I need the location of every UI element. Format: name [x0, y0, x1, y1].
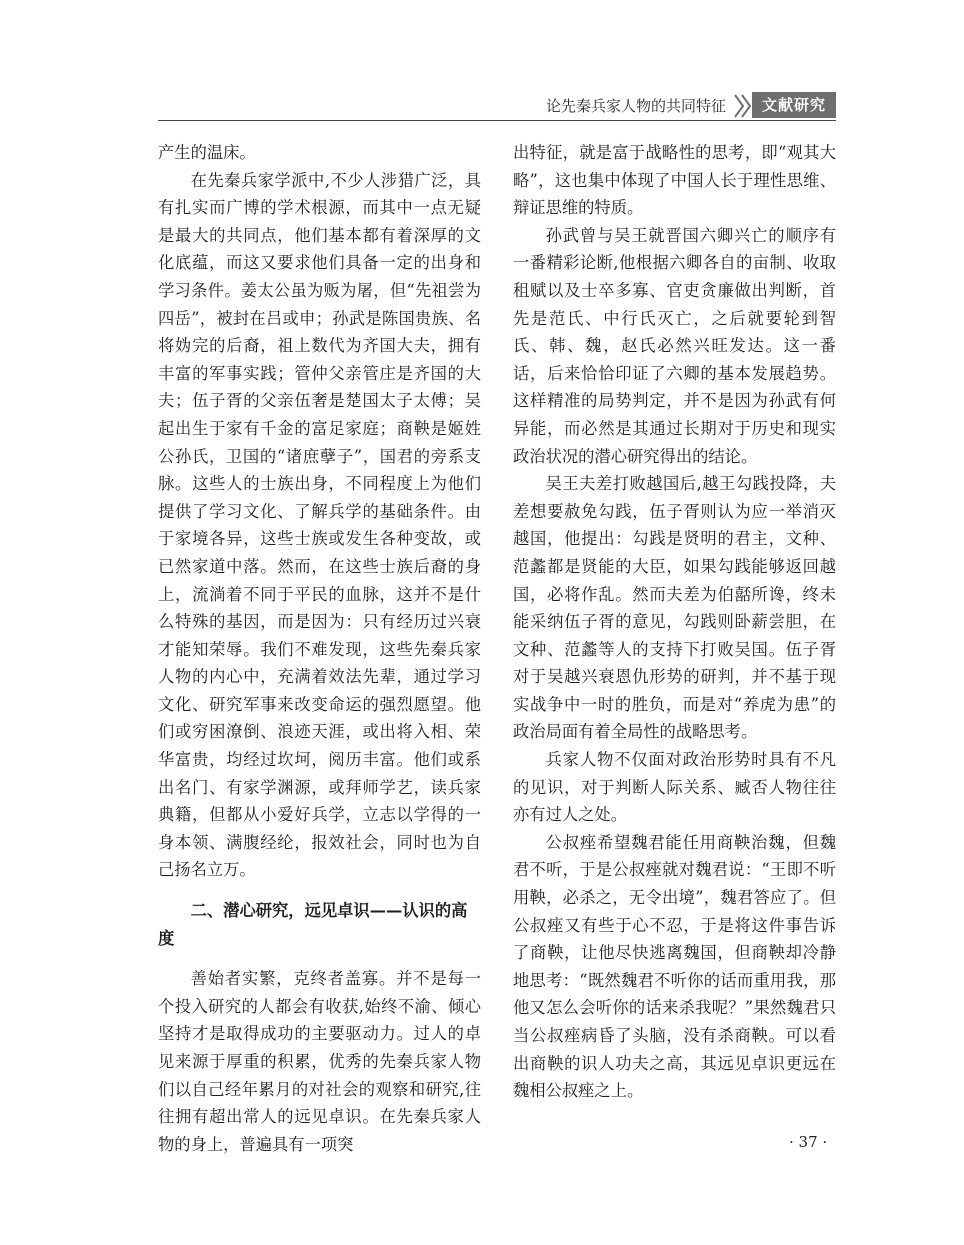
paragraph: 吴王夫差打败越国后,越王勾践投降，夫差想要赦免勾践，伍子胥则认为应一举消灭越国，他提出：勾践是贤明的君主，文种、范蠡都是贤能的大臣，如果勾践能够返回越国，必将作乱。然而夫差为伯嚭所谗，终未能采纳伍子胥的意见，勾践则卧薪尝胆，在文种、范蠡等人的支持下打败吴国。伍子胥对于吴越兴衰恩仇形势的研判，并不基于现实战争中一时的胜负，而是对“养虎为患”的政治局面有着全局性的战略思考。 — [513, 474, 836, 742]
paragraph: 产生的温床。 — [158, 143, 256, 162]
paragraph: 出特征，就是富于战略性的思考，即“观其大略”，这也集中体现了中国人长于理性思维、辩证思维的特质。 — [513, 143, 836, 218]
right-column — [513, 139, 836, 1105]
paragraph: 在先秦兵家学派中,不少人涉猎广泛，具有扎实而广博的学术根源，而其中一点无疑是最大的共同点，他们基本都有着深厚的文化底蕴，而这又要求他们具备一定的出身和学习条件。姜太公虽为贩为屠，但“先祖尝为四岳”，被封在吕或申；孙武是陈国贵族、名将妫完的后裔，祖上数代为齐国大夫，拥有丰富的军事实践；管仲父亲管庄是齐国的大夫；伍子胥的父亲伍奢是楚国太子太傅；吴起出生于家有千金的富足家庭；商鞅是姬姓公孙氏，卫国的“诸庶孽子”，国君的旁系支脉。这些人的士族出身，不同程度上为他们提供了学习文化、了解兵学的基础条件。由于家境各异，这些士族或发生各种变故，或已然家道中落。然而，在这些士族后裔的身上，流淌着不同于平民的血脉，这并不是什么特殊的基因，而是因为：只有经历过兴衰才能知荣辱。我们不难发现，这些先秦兵家人物的内心中，充满着效法先辈，通过学习文化、研究军事来改变命运的强烈愿望。他们或穷困潦倒、浪迹天涯，或出将入相、荣华富贵，均经过坎坷，阅历丰富。他们或系出名门、有家学渊源，或拜师学艺，读兵家典籍，但都从小爱好兵学，立志以学得的一身本领、满腹经纶，报效社会，同时也为自己扬名立万。 — [158, 170, 481, 880]
left-column — [158, 139, 481, 1158]
running-head-article-title: 论先秦兵家人物的共同特征 — [545, 97, 726, 115]
section-heading: 二、潜心研究，远见卓识——认识的高度 — [158, 901, 468, 948]
section-label-badge: 文献研究 — [752, 92, 836, 118]
running-head — [0, 92, 964, 122]
header-rule — [158, 120, 836, 121]
paragraph: 孙武曾与吴王就晋国六卿兴亡的顺序有一番精彩论断,他根据六卿各自的亩制、收取租赋以及士卒多寡、官吏贪廉做出判断，首先是范氏、中行氏灭亡，之后就要轮到智氏、韩、魏，赵氏必然兴旺发达。这一番话，后来恰恰印证了六卿的基本发展趋势。这样精准的局势判定，并不是因为孙武有何异能，而必然是其通过长期对于历史和现实政治状况的潜心研究得出的结论。 — [513, 225, 836, 466]
page-number: · 37 · — [789, 1133, 828, 1151]
paragraph: 兵家人物不仅面对政治形势时具有不凡的见识，对于判断人际关系、臧否人物往往亦有过人之处。 — [513, 750, 836, 825]
paragraph: 公叔痤希望魏君能任用商鞅治魏，但魏君不听，于是公叔痤就对魏君说：“王即不听用鞅，必杀之，无令出境”，魏君答应了。但公叔痤又有些于心不忍，于是将这件事告诉了商鞅，让他尽快逃离魏国，但商鞅却冷静地思考：“既然魏君不听你的话而重用我，那他又怎么会听你的话来杀我呢？”果然魏君只当公叔痤病昏了头脑，没有杀商鞅。可以看出商鞅的识人功夫之高，其远见卓识更远在魏相公叔痤之上。 — [513, 832, 836, 1101]
paragraph: 善始者实繁，克终者盖寡。并不是每一个投入研究的人都会有收获,始终不渝、倾心坚持才是取得成功的主要驱动力。过人的卓见来源于厚重的积累，优秀的先秦兵家人物们以自己经年累月的对社会的观察和研究,往往拥有超出常人的远见卓识。在先秦兵家人物的身上，普遍具有一项突 — [158, 969, 481, 1154]
